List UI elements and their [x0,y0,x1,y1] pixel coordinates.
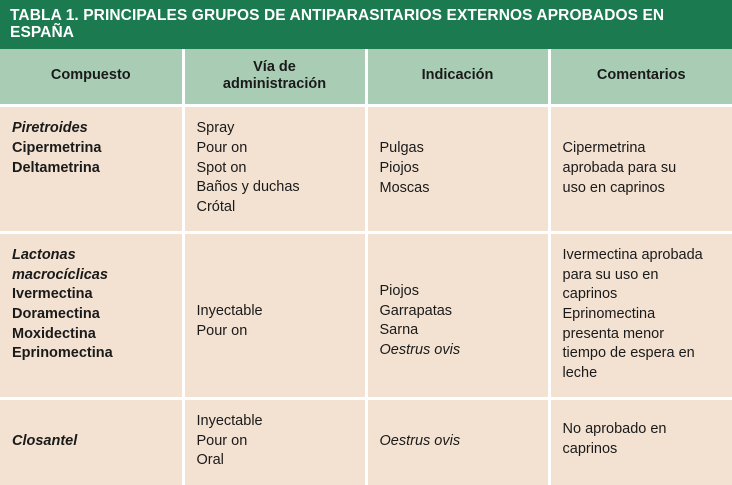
compound-name: Ivermectina [12,286,93,303]
table-header-row [0,49,732,106]
column-header-comentarios-label: Comentarios [596,67,686,84]
table-title: TABLA 1. PRINCIPALES GRUPOS DE ANTIPARASITARIOS EXTERNOS APROBADOS EN ESPAÑA [0,0,732,49]
table-row [0,399,732,485]
column-header-compuesto [0,49,183,106]
compound-name: Closantel [12,433,78,450]
cell-indicacion [366,399,549,485]
comentario-line: uso en caprinos [562,179,665,196]
compound-name: Lactonas [12,247,76,264]
via-item: Baños y duchas [196,179,300,196]
via-item: Inyectable [196,413,263,430]
table-row [0,233,732,399]
table-row [0,106,732,233]
indicacion-item: Garrapatas [379,302,453,319]
indicacion-item: Pulgas [379,140,424,157]
via-item: Pour on [196,432,248,449]
via-item: Crótal [196,198,236,215]
cell-indicacion [366,233,549,399]
via-item: Spray [196,120,235,137]
comentario-line: leche [562,364,598,381]
cell-via-administracion [183,106,366,233]
indicacion-item: Moscas [379,179,430,196]
column-header-indicacion [366,49,549,106]
comentario-line: para su uso en [562,266,659,283]
indicacion-item: Oestrus ovis [379,341,461,358]
via-item: Inyectable [196,303,263,320]
indicacion-item: Oestrus ovis [379,433,461,450]
cell-comentarios [549,399,732,485]
via-item: Spot on [196,159,247,176]
indicacion-item: Sarna [379,322,419,339]
compound-name: Cipermetrina [12,140,102,156]
comentario-line: presenta menor [562,325,665,342]
comentario-line: Ivermectina aprobada [562,247,703,264]
cell-compuesto [0,399,183,485]
cell-compuesto [0,233,183,399]
cell-compuesto [0,106,183,233]
via-item: Pour on [196,140,248,156]
comentario-line: No aprobado en [562,421,667,438]
via-item: Oral [196,452,224,469]
compound-name: Piretroides [12,120,88,137]
compound-name: Doramectina [12,305,100,322]
table-title-row [0,0,732,49]
comentario-line: caprinos [562,286,618,303]
comentario-line: Eprinomectina [562,305,656,322]
comentario-line: Cipermetrina [562,140,646,157]
comentario-line: tiempo de espera en [562,345,695,362]
cell-via-administracion [183,399,366,485]
compound-name: Deltametrina [12,159,100,176]
column-header-comentarios [549,49,732,106]
column-header-indicacion-label: Indicación [421,67,494,84]
column-header-compuesto-label: Compuesto [50,67,131,84]
cell-comentarios [549,233,732,399]
cell-indicacion [366,106,549,233]
comentario-line: caprinos [562,440,618,457]
column-header-via-line2: administración [222,75,327,92]
compound-name: macrocíclicas [12,266,108,283]
compound-name: Moxidectina [12,325,96,342]
compound-name: Eprinomectina [12,345,113,362]
indicacion-item: Piojos [379,283,419,300]
cell-via-administracion [183,233,366,399]
column-header-via-line1: Vía de [253,59,296,76]
via-item: Pour on [196,322,248,339]
indicacion-item: Piojos [379,160,419,176]
cell-comentarios [549,106,732,233]
comentario-line: aprobada para su [562,160,677,176]
column-header-via-administracion [183,49,366,106]
